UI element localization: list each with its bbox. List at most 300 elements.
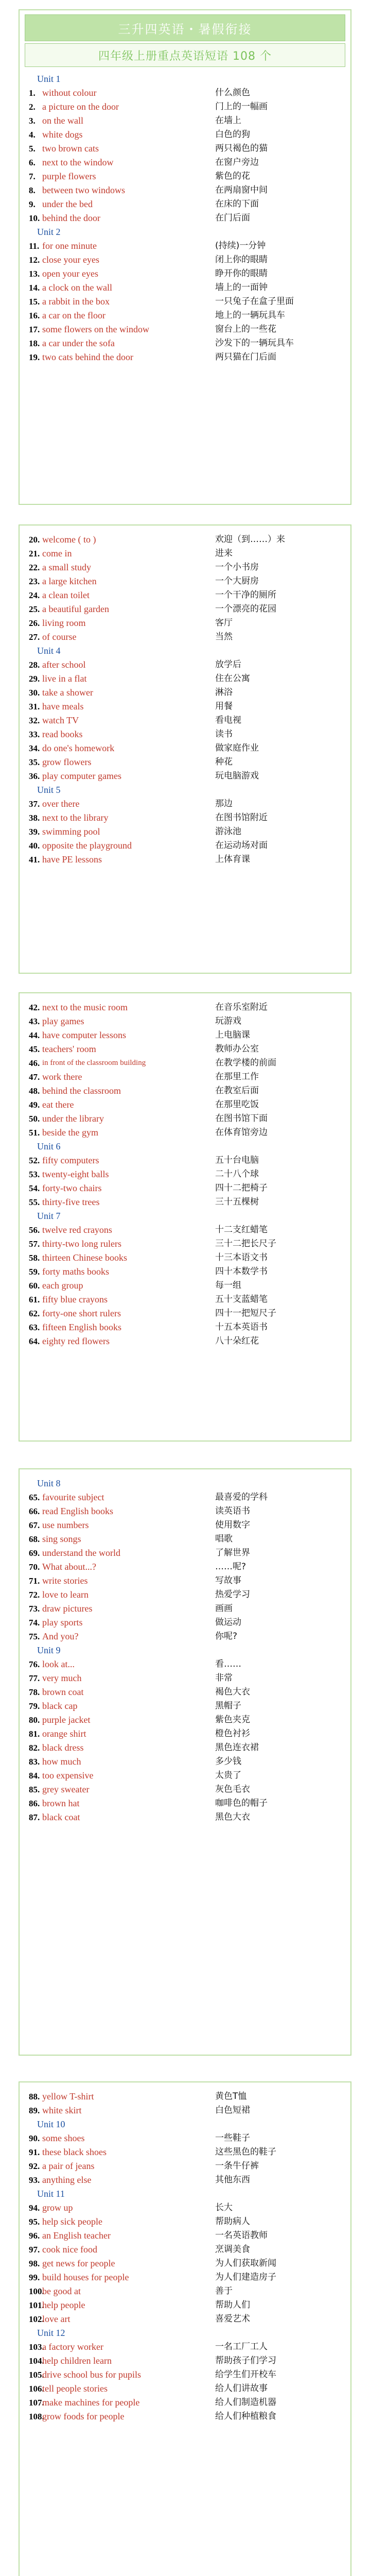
phrase-number: 53. — [29, 1170, 40, 1179]
english-phrase: have meals — [42, 701, 84, 711]
phrase-number: 26. — [29, 618, 40, 628]
phrase-row — [27, 1588, 343, 1602]
chinese-translation: 一名工厂工人 — [215, 2342, 268, 2352]
page-subtitle: 四年级上册重点英语短语 108 个 — [25, 43, 345, 67]
phrase-row — [27, 1056, 343, 1070]
phrase-row — [27, 1532, 343, 1546]
unit-heading: Unit 12 — [37, 2328, 65, 2338]
english-phrase: between two windows — [42, 185, 125, 195]
phrase-number: 8. — [29, 185, 36, 195]
chinese-translation: 帮助病人 — [215, 2216, 250, 2227]
phrase-row — [27, 1504, 343, 1518]
english-phrase: understand the world — [42, 1548, 120, 1558]
english-phrase: opposite the playground — [42, 840, 132, 851]
phrase-number: 84. — [29, 1771, 40, 1781]
phrase-row — [27, 533, 343, 547]
chinese-translation: 这些黑色的鞋子 — [215, 2147, 276, 2157]
phrase-number: 61. — [29, 1295, 40, 1304]
unit-heading: Unit 11 — [37, 2189, 65, 2199]
phrase-number: 75. — [29, 1632, 40, 1641]
chinese-translation: 一个干净的厕所 — [215, 590, 276, 600]
phrase-number: 77. — [29, 1673, 40, 1683]
chinese-translation: 黑色大衣 — [215, 1812, 250, 1822]
english-phrase: after school — [42, 659, 86, 670]
english-phrase: teachers' room — [42, 1044, 96, 1054]
english-phrase: welcome ( to ) — [42, 534, 96, 545]
phrase-number: 106. — [29, 2384, 44, 2394]
chinese-translation: 灰色毛衣 — [215, 1784, 250, 1794]
phrase-number: 14. — [29, 283, 40, 293]
phrase-number: 102. — [29, 2314, 44, 2324]
phrase-number: 9. — [29, 199, 36, 209]
phrase-number: 67. — [29, 1520, 40, 1530]
english-phrase: And you? — [42, 1631, 79, 1641]
phrase-row — [27, 741, 343, 755]
english-phrase: some flowers on the window — [42, 324, 149, 334]
phrase-row — [27, 1126, 343, 1140]
english-phrase: an English teacher — [42, 2230, 111, 2241]
english-phrase: come in — [42, 548, 72, 558]
english-phrase: of course — [42, 632, 77, 642]
chinese-translation: 紫色的花 — [215, 171, 250, 181]
english-phrase: drive school bus for pupils — [42, 2369, 141, 2380]
english-phrase: work there — [42, 1072, 82, 1082]
chinese-translation: 白色短裙 — [215, 2105, 250, 2115]
phrase-row — [27, 727, 343, 741]
english-phrase: behind the classroom — [42, 1086, 121, 1096]
phrase-number: 13. — [29, 269, 40, 279]
english-phrase: brown hat — [42, 1798, 80, 1808]
chinese-translation: 写故事 — [215, 1575, 241, 1586]
phrase-row — [27, 797, 343, 811]
phrase-row — [27, 2257, 343, 2270]
chinese-translation: 墙上的一面钟 — [215, 282, 268, 293]
english-phrase: thirty-two long rulers — [42, 1239, 121, 1249]
english-phrase: a rabbit in the box — [42, 296, 110, 307]
english-phrase: forty-one short rulers — [42, 1308, 121, 1318]
chinese-translation: 玩游戏 — [215, 1016, 241, 1026]
phrase-row — [27, 2284, 343, 2298]
english-phrase: under the bed — [42, 199, 93, 209]
unit-heading: Unit 7 — [37, 1211, 61, 1221]
english-phrase: play computer games — [42, 771, 121, 781]
phrase-row — [27, 630, 343, 644]
english-phrase: purple flowers — [42, 171, 96, 181]
phrase-row — [27, 1741, 343, 1755]
phrase-number: 41. — [29, 855, 40, 865]
phrase-number: 23. — [29, 577, 40, 586]
phrase-row — [27, 1112, 343, 1126]
english-phrase: What about...? — [42, 1562, 96, 1572]
phrase-row — [27, 769, 343, 783]
phrase-number: 68. — [29, 1534, 40, 1544]
chinese-translation: 喜爱艺术 — [215, 2314, 250, 2324]
chinese-translation: 在窗户旁边 — [215, 157, 259, 167]
phrase-number: 6. — [29, 158, 36, 167]
phrase-number: 21. — [29, 549, 40, 558]
english-phrase: a car on the floor — [42, 310, 105, 320]
phrase-number: 19. — [29, 352, 40, 362]
english-phrase: white skirt — [42, 2105, 82, 2115]
chinese-translation: 给人们制造机器 — [215, 2397, 276, 2408]
phrase-row — [27, 602, 343, 616]
english-phrase: love to learn — [42, 1589, 89, 1600]
phrase-row — [27, 2298, 343, 2312]
chinese-translation: 为人们建造房子 — [215, 2272, 276, 2282]
chinese-translation: 看电视 — [215, 715, 241, 725]
chinese-translation: 给人们讲故事 — [215, 2383, 268, 2394]
english-phrase: next to the library — [42, 812, 109, 823]
english-phrase: grey sweater — [42, 1784, 90, 1794]
phrase-row — [27, 547, 343, 561]
unit-heading: Unit 6 — [37, 1141, 61, 1151]
phrase-row — [27, 239, 343, 253]
phrase-number: 97. — [29, 2245, 40, 2255]
phrase-number: 78. — [29, 1687, 40, 1697]
phrase-row — [27, 1195, 343, 1209]
english-phrase: read books — [42, 729, 83, 739]
phrase-row — [27, 100, 343, 114]
english-phrase: under the library — [42, 1113, 104, 1124]
phrase-number: 30. — [29, 688, 40, 698]
english-phrase: two cats behind the door — [42, 352, 133, 362]
phrase-card — [19, 9, 351, 505]
phrase-row — [27, 1028, 343, 1042]
english-phrase: some shoes — [42, 2133, 85, 2143]
english-phrase: a picture on the door — [42, 101, 119, 112]
english-phrase: a beautiful garden — [42, 604, 109, 614]
phrase-row — [27, 2104, 343, 2117]
english-phrase: a small study — [42, 562, 91, 572]
phrase-number: 42. — [29, 1003, 40, 1012]
chinese-translation: 非常 — [215, 1673, 233, 1683]
english-phrase: draw pictures — [42, 1603, 93, 1614]
phrase-number: 22. — [29, 563, 40, 572]
chinese-translation: 五十支蓝蜡笔 — [215, 1294, 268, 1304]
chinese-translation: 一条牛仔裤 — [215, 2161, 259, 2171]
chinese-translation: 紫色夹克 — [215, 1715, 250, 1725]
phrase-number: 103. — [29, 2342, 44, 2352]
english-phrase: be good at — [42, 2286, 81, 2296]
phrase-list — [20, 2089, 350, 2424]
phrase-row — [27, 561, 343, 574]
phrase-number: 99. — [29, 2273, 40, 2282]
english-phrase: grow up — [42, 2202, 73, 2213]
chinese-translation: 客厅 — [215, 618, 233, 628]
phrase-row — [27, 1154, 343, 1167]
chinese-translation: ……呢? — [215, 1562, 246, 1572]
chinese-translation: 上电脑课 — [215, 1030, 250, 1040]
phrase-number: 91. — [29, 2147, 40, 2157]
english-phrase: love art — [42, 2314, 71, 2324]
phrase-row — [27, 1265, 343, 1279]
phrase-row — [27, 700, 343, 714]
phrase-number: 74. — [29, 1618, 40, 1628]
english-phrase: cook nice food — [42, 2244, 97, 2255]
phrase-list — [20, 532, 350, 867]
phrase-number: 57. — [29, 1239, 40, 1249]
chinese-translation: 教师办公室 — [215, 1044, 259, 1054]
phrase-card — [19, 992, 351, 1442]
phrase-row — [27, 1490, 343, 1504]
chinese-translation: 一个漂亮的花园 — [215, 604, 276, 614]
english-phrase: play games — [42, 1016, 84, 1026]
chinese-translation: 沙发下的一辆玩具车 — [215, 338, 294, 348]
phrase-number: 24. — [29, 590, 40, 600]
phrase-row — [27, 1713, 343, 1727]
chinese-translation: 做运动 — [215, 1617, 241, 1628]
phrase-row — [27, 1699, 343, 1713]
chinese-translation: 在门后面 — [215, 213, 250, 223]
phrase-row — [27, 1546, 343, 1560]
english-phrase: fifty computers — [42, 1155, 99, 1165]
phrase-row — [27, 714, 343, 727]
phrase-row — [27, 2382, 343, 2396]
english-phrase: behind the door — [42, 213, 100, 223]
phrase-row — [27, 183, 343, 197]
phrase-number: 5. — [29, 144, 36, 154]
phrase-number: 32. — [29, 716, 40, 725]
phrase-row — [27, 1320, 343, 1334]
phrase-row — [27, 2145, 343, 2159]
english-phrase: favourite subject — [42, 1492, 104, 1502]
chinese-translation: 在教室后面 — [215, 1086, 259, 1096]
phrase-number: 34. — [29, 743, 40, 753]
chinese-translation: 三十二把长尺子 — [215, 1239, 276, 1249]
phrase-row — [27, 295, 343, 309]
phrase-number: 27. — [29, 632, 40, 642]
chinese-translation: 二十八个球 — [215, 1169, 259, 1179]
phrase-number: 71. — [29, 1576, 40, 1586]
unit-heading: Unit 2 — [37, 227, 61, 237]
unit-heading: Unit 8 — [37, 1478, 61, 1488]
chinese-translation: 给人们种植粮食 — [215, 2411, 276, 2421]
chinese-translation: 白色的狗 — [215, 129, 250, 140]
phrase-number: 52. — [29, 1156, 40, 1165]
english-phrase: watch TV — [42, 715, 79, 725]
phrase-number: 50. — [29, 1114, 40, 1124]
phrase-number: 66. — [29, 1506, 40, 1516]
chinese-translation: 咖啡色的帽子 — [215, 1798, 268, 1808]
chinese-translation: 一些鞋子 — [215, 2133, 250, 2143]
phrase-row — [27, 142, 343, 156]
unit-heading: Unit 5 — [37, 785, 61, 795]
phrase-list — [20, 71, 350, 364]
unit-heading: Unit 9 — [37, 1645, 61, 1655]
phrase-number: 38. — [29, 813, 40, 823]
phrase-number: 18. — [29, 338, 40, 348]
phrase-row — [27, 1181, 343, 1195]
chinese-translation: (持续)一分钟 — [215, 241, 266, 251]
phrase-number: 2. — [29, 102, 36, 112]
phrase-number: 89. — [29, 2106, 40, 2115]
phrase-number: 105. — [29, 2370, 44, 2380]
phrase-number: 76. — [29, 1659, 40, 1669]
phrase-number: 94. — [29, 2203, 40, 2213]
chinese-translation: 上体育课 — [215, 854, 250, 865]
phrase-number: 79. — [29, 1701, 40, 1711]
english-phrase: sing songs — [42, 1534, 81, 1544]
chinese-translation: 用餐 — [215, 701, 233, 711]
phrase-row — [27, 2396, 343, 2410]
chinese-translation: 四十二把椅子 — [215, 1183, 268, 1193]
phrase-row — [27, 350, 343, 364]
english-phrase: anything else — [42, 2175, 92, 2185]
phrase-row — [27, 1630, 343, 1643]
chinese-translation: 游泳池 — [215, 826, 241, 837]
phrase-row — [27, 86, 343, 100]
phrase-number: 81. — [29, 1729, 40, 1739]
english-phrase: orange shirt — [42, 1728, 86, 1739]
english-phrase: very much — [42, 1673, 82, 1683]
english-phrase: thirteen Chinese books — [42, 1252, 127, 1263]
phrase-row — [27, 1223, 343, 1237]
chinese-translation: 橙色衬衫 — [215, 1728, 250, 1739]
phrase-row — [27, 114, 343, 128]
chinese-translation: 做家庭作业 — [215, 743, 259, 753]
chinese-translation: 窗台上的一些花 — [215, 324, 276, 334]
phrase-row — [27, 2201, 343, 2215]
english-phrase: twenty-eight balls — [42, 1169, 109, 1179]
english-phrase: make machines for people — [42, 2397, 140, 2408]
chinese-translation: 在那里吃饭 — [215, 1099, 259, 1110]
chinese-translation: 闭上你的眼睛 — [215, 255, 268, 265]
phrase-row — [27, 2215, 343, 2229]
phrase-number: 65. — [29, 1493, 40, 1502]
phrase-row — [27, 1671, 343, 1685]
english-phrase: how much — [42, 1756, 81, 1767]
phrase-row — [27, 1334, 343, 1348]
phrase-row — [27, 170, 343, 183]
english-phrase: help sick people — [42, 2216, 102, 2227]
chinese-translation: 在教学楼的前面 — [215, 1058, 276, 1068]
chinese-translation: 黄色T恤 — [215, 2091, 247, 2102]
phrase-number: 31. — [29, 702, 40, 711]
english-phrase: forty maths books — [42, 1266, 109, 1277]
chinese-translation: 在图书馆附近 — [215, 812, 268, 823]
phrase-card — [19, 1468, 351, 2056]
chinese-translation: 黑帽子 — [215, 1701, 241, 1711]
phrase-number: 92. — [29, 2161, 40, 2171]
english-phrase: two brown cats — [42, 143, 99, 154]
english-phrase: help people — [42, 2300, 85, 2310]
english-phrase: live in a flat — [42, 673, 87, 684]
phrase-row — [27, 1070, 343, 1084]
chinese-translation: 在运动场对面 — [215, 840, 268, 851]
chinese-translation: 热爱学习 — [215, 1589, 250, 1600]
phrase-number: 58. — [29, 1253, 40, 1263]
chinese-translation: 烹调美食 — [215, 2244, 250, 2255]
phrase-row — [27, 1797, 343, 1810]
chinese-translation: 为人们获取新闻 — [215, 2258, 276, 2268]
english-phrase: too expensive — [42, 1770, 94, 1781]
chinese-translation: 给学生们开校车 — [215, 2369, 276, 2380]
phrase-row — [27, 1518, 343, 1532]
phrase-number: 51. — [29, 1128, 40, 1138]
english-phrase: these black shoes — [42, 2147, 107, 2157]
phrase-number: 54. — [29, 1183, 40, 1193]
english-phrase: beside the gym — [42, 1127, 98, 1138]
phrase-number: 25. — [29, 604, 40, 614]
chinese-translation: 两只猫在门后面 — [215, 352, 276, 362]
chinese-translation: 三十五棵树 — [215, 1197, 259, 1207]
phrase-number: 87. — [29, 1812, 40, 1822]
phrase-row — [27, 839, 343, 853]
phrase-row — [27, 616, 343, 630]
chinese-translation: 在床的下面 — [215, 199, 259, 209]
phrase-row — [27, 2270, 343, 2284]
english-phrase: eat there — [42, 1099, 74, 1110]
chinese-translation: 八十朵红花 — [215, 1336, 259, 1346]
phrase-row — [27, 2410, 343, 2424]
phrase-row — [27, 2229, 343, 2243]
english-phrase: without colour — [42, 88, 97, 98]
phrase-row — [27, 1783, 343, 1797]
page-title: 三升四英语・暑假衔接 — [25, 14, 345, 41]
phrase-number: 3. — [29, 116, 36, 126]
phrase-row — [27, 1014, 343, 1028]
chinese-translation: 一个小书房 — [215, 562, 259, 572]
phrase-number: 49. — [29, 1100, 40, 1110]
phrase-row — [27, 686, 343, 700]
chinese-translation: 读书 — [215, 729, 233, 739]
english-phrase: eighty red flowers — [42, 1336, 110, 1346]
phrase-number: 63. — [29, 1323, 40, 1332]
phrase-number: 29. — [29, 674, 40, 684]
chinese-translation: 一个大厨房 — [215, 576, 259, 586]
phrase-row — [27, 197, 343, 211]
english-phrase: twelve red crayons — [42, 1225, 112, 1235]
chinese-translation: 淋浴 — [215, 687, 233, 698]
phrase-row — [27, 1279, 343, 1293]
english-phrase: in front of the classroom building — [42, 1059, 146, 1067]
phrase-row — [27, 211, 343, 225]
phrase-number: 80. — [29, 1715, 40, 1725]
phrase-number: 47. — [29, 1072, 40, 1082]
chinese-translation: 最喜爱的学科 — [215, 1492, 268, 1502]
phrase-number: 12. — [29, 255, 40, 265]
english-phrase: have computer lessons — [42, 1030, 126, 1040]
english-phrase: fifty blue crayons — [42, 1294, 108, 1304]
phrase-row — [27, 1602, 343, 1616]
phrase-card — [19, 524, 351, 974]
chinese-translation: 地上的一辆玩具车 — [215, 310, 285, 320]
chinese-translation: 玩电脑游戏 — [215, 771, 259, 781]
english-phrase: living room — [42, 618, 86, 628]
phrase-row — [27, 1657, 343, 1671]
english-phrase: on the wall — [42, 115, 83, 126]
chinese-translation: 善于 — [215, 2286, 233, 2296]
phrase-row — [27, 267, 343, 281]
phrase-row — [27, 1251, 343, 1265]
phrase-list — [20, 999, 350, 1348]
chinese-translation: 在墙上 — [215, 115, 241, 126]
english-phrase: over there — [42, 799, 80, 809]
phrase-number: 59. — [29, 1267, 40, 1277]
phrase-number: 46. — [29, 1058, 40, 1068]
phrase-row — [27, 281, 343, 295]
english-phrase: black dress — [42, 1742, 84, 1753]
english-phrase: brown coat — [42, 1687, 84, 1697]
phrase-row — [27, 253, 343, 267]
phrase-row — [27, 1810, 343, 1824]
phrase-number: 37. — [29, 799, 40, 809]
chinese-translation: 褐色大衣 — [215, 1687, 250, 1697]
phrase-number: 95. — [29, 2217, 40, 2227]
phrase-number: 93. — [29, 2175, 40, 2185]
phrase-number: 4. — [29, 130, 36, 140]
phrase-number: 70. — [29, 1562, 40, 1572]
